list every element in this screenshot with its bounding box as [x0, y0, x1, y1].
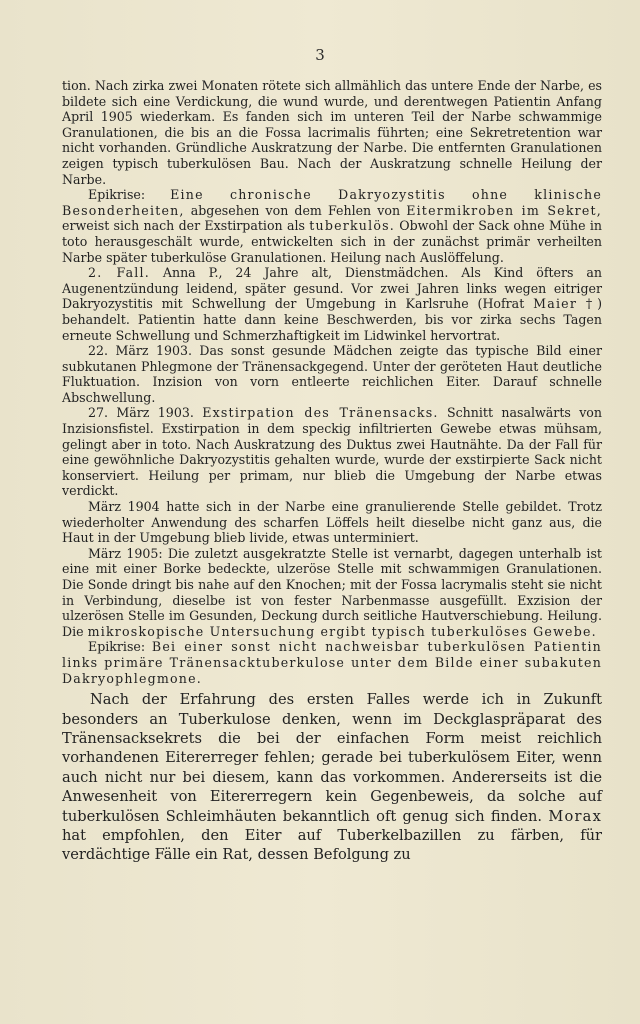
paragraph [62, 499, 602, 546]
text-run: †) behandelt. Patientin hatte dann keine Beschwerden, bis vor zirka sechs Tagen erneute Schwellung und Schmerzhaftigkeit im Lidwinkel hervortrat. [62, 296, 603, 343]
spaced-emphasis: Maier [533, 296, 578, 312]
text-run: März 1904 hatte sich in der Narbe eine granulierende Stelle gebildet. Trotz wiederholter Anwendung des scharfen Löffels heilt dieselbe nicht ganz aus, die Haut in der Umgebung blieb livide, etwas unterminiert. [62, 499, 602, 546]
spaced-emphasis: 2. Fall. [88, 265, 150, 281]
paragraph [62, 78, 602, 187]
text-run: Anna P., 24 Jahre alt, Dienstmädchen. Als Kind öfters an Augenentzündung leidend, später gesund. Vor zwei Jahren links wegen eitriger Dakryozystitis mit Schwellung der Umgebung in Karlsruhe (Hofrat [62, 265, 602, 312]
text-run: hat empfohlen, den Eiter auf Tuberkelbazillen zu färben, für verdächtige Fälle ein Rat, dessen Befolgung zu [62, 827, 602, 864]
paragraph [62, 187, 602, 265]
spaced-emphasis: Morax [548, 807, 602, 825]
text-run: Schnitt nasalwärts von Inzisionsfistel. Exstirpation in dem speckig infiltrierten Gewebe etwas mühsam, gelingt aber in toto. Nach Auskratzung des Duktus zwei Hautnähte. Da der Fall für eine gewöhnliche Dakryozystitis gehalten wurde, wurde der exstirpierte Sack nicht konserviert. Heilung per primam, nur blieb die Umgebung der Narbe etwas verdickt. [62, 405, 603, 499]
spaced-emphasis: Eitermikroben im Sekret, [406, 202, 602, 218]
text-run: Epikrise: [88, 639, 152, 655]
text-run: abgesehen von dem Fehlen von [184, 202, 407, 218]
spaced-emphasis: Bei einer sonst nicht nachweisbar tuberkulösen Patientin links primäre Tränensacktuberkulose unter dem Bilde einer subakuten Dakryophlegmone. [62, 639, 602, 686]
paragraph [62, 690, 602, 865]
paragraph [62, 546, 602, 640]
text-run: März 1905: Die zuletzt ausgekratzte Stelle ist vernarbt, dagegen unterhalb ist eine mit einer Borke bedeckte, ulzeröse Stelle mit schwammigen Granulationen. Die Sonde dringt bis nahe auf den Knochen; mit der Fossa lacrymalis steht sie nicht in Verbindung, dieselbe ist von fester Narbenmasse ausgefüllt. Exzision der ulzerösen Stelle im Gesunden, Deckung durch seitliche Hautverschiebung. Heilung. Die [62, 545, 602, 639]
spaced-emphasis: mikroskopische Untersuchung ergibt typisch tuberkulöses Gewebe. [87, 623, 597, 639]
spaced-emphasis: Exstirpation des Tränensacks. [202, 405, 439, 421]
case-report-section [62, 78, 602, 686]
text-run: Nach der Erfahrung des ersten Falles werde ich in Zukunft besonders an Tuberkulose denken, wenn im Deckglaspräparat des Tränensacksekrets die bei der einfachen Form meist reichlich vorhandenen Eitererreger fehlen; gerade bei tuberkulösem Eiter, wenn auch nicht nur bei diesem, kann das vorkommen. Andererseits ist die Anwesenheit von Eitererregern kein Gegenbeweis, da solche auf tuberkulösen Schleimhäuten bekanntlich oft genug sich finden. [62, 691, 602, 825]
body-text [62, 78, 602, 865]
text-run: erweist sich nach der Exstirpation als [62, 218, 310, 234]
text-run: tion. Nach zirka zwei Monaten rötete sich allmählich das untere Ende der Narbe, es bildete sich eine Verdickung, die wund wurde, und derentwegen Patientin Anfang April 1905 wiederkam. Es fanden sich im unteren Teil der Narbe schwammige Granulationen, die bis an die Fossa lacrimalis führten; eine Sekretretention war nicht vorhanden. Gründliche Auskratzung der Narbe. Die entfernten Granulationen zeigen typisch tuberkulösen Bau. Nach der Auskratzung schnelle Heilung der Narbe. [62, 78, 602, 187]
paragraph [62, 265, 602, 343]
text-run: Obwohl der Sack ohne Mühe in toto herausgeschält wurde, entwickelten sich in der zunächst primär verheilten Narbe später tuberkulöse Granulationen. Heilung nach Auslöffelung. [62, 218, 602, 265]
discussion-section [62, 690, 602, 865]
text-run: Epikrise: [88, 187, 171, 203]
spaced-emphasis: tuberkulös. [309, 218, 395, 234]
text-run: 22. März 1903. Das sonst gesunde Mädchen zeigte das typische Bild einer subkutanen Phlegmone der Tränensackgegend. Unter der geröteten Haut deutliche Fluktuation. Inzision von vorn entleerte reichlichen Eiter. Darauf schnelle Abschwellung. [62, 343, 602, 405]
text-run: 27. März 1903. [88, 405, 203, 421]
paragraph [62, 405, 602, 499]
page-number: 3 [315, 46, 325, 64]
paragraph [62, 639, 602, 686]
paragraph [62, 343, 602, 405]
spaced-emphasis: Eine chronische Dakryozystitis ohne klinische Besonderheiten, [62, 187, 602, 218]
